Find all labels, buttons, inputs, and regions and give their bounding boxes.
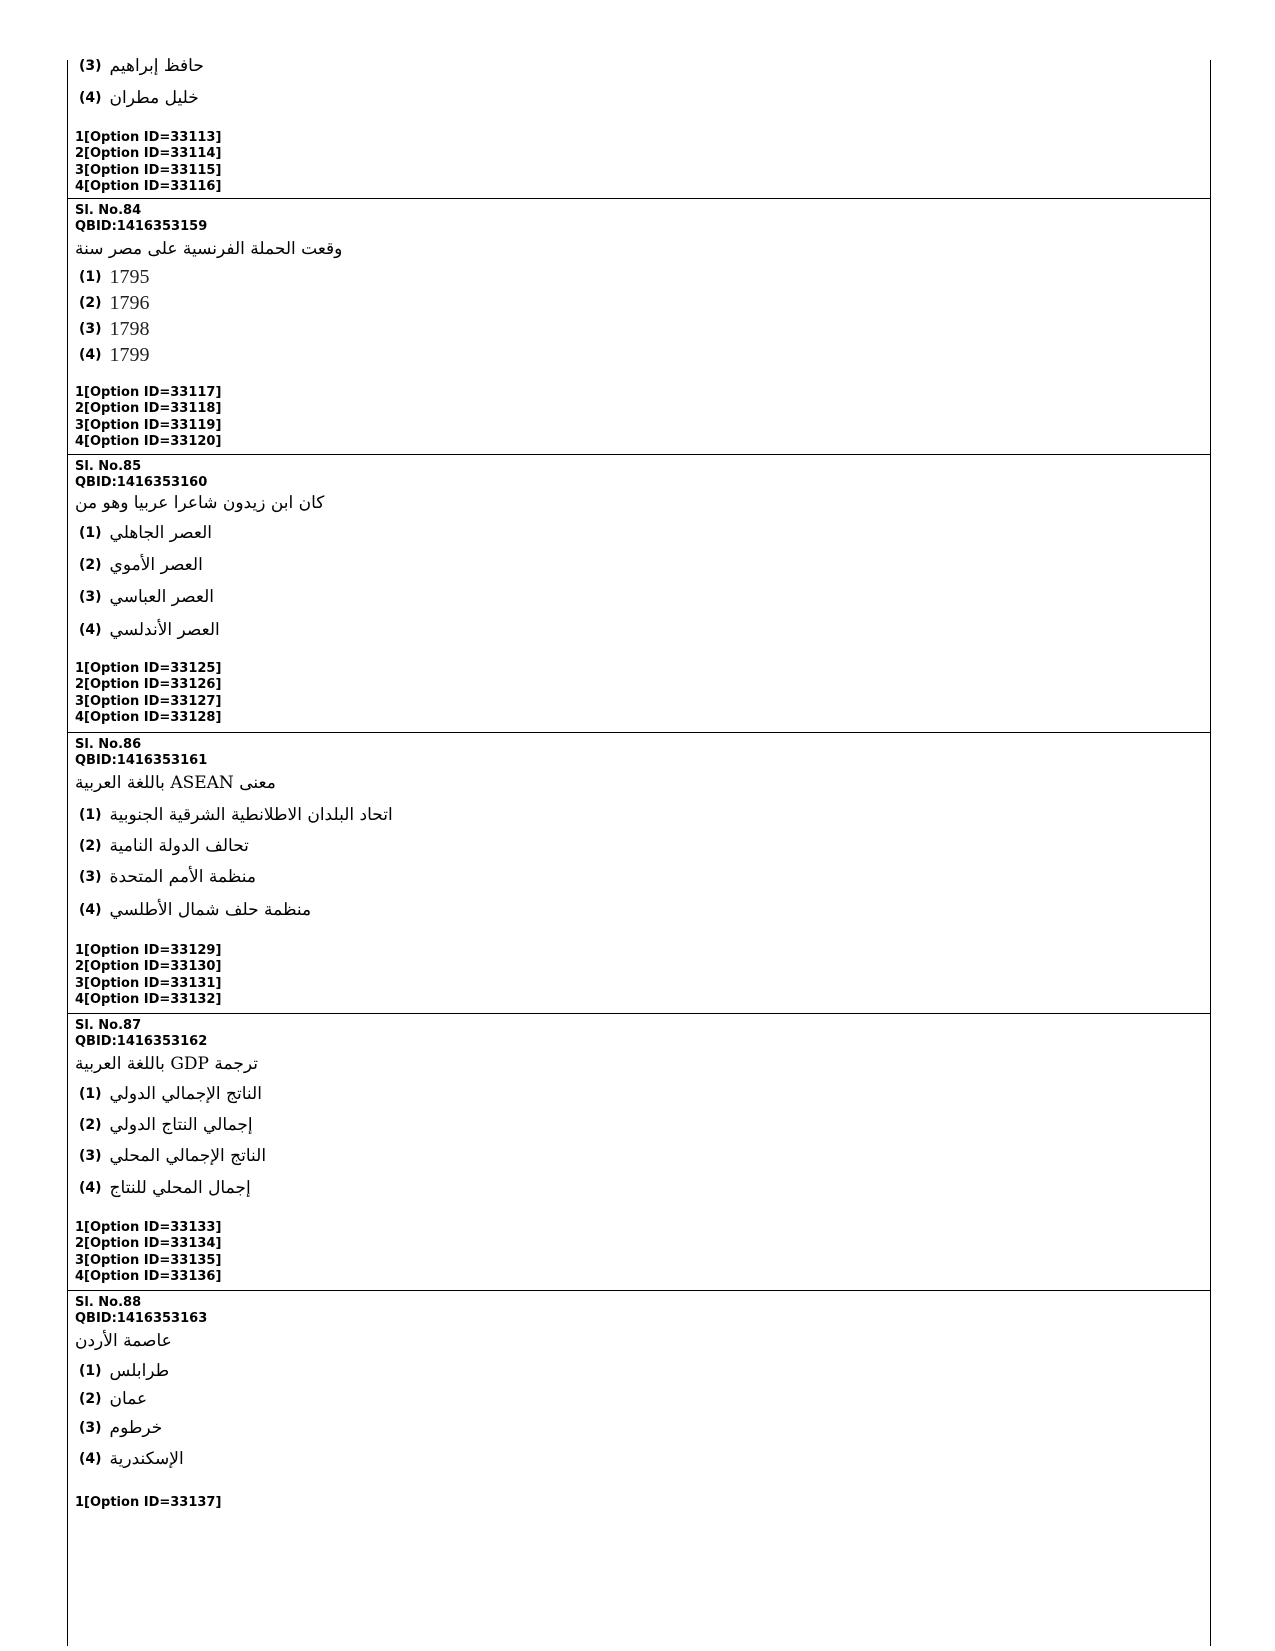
option-text: تحالف الدولة النامية: [109, 836, 249, 856]
option-number: (3): [79, 321, 102, 337]
option-row: [75, 343, 150, 367]
option-text: العصر الأندلسي: [109, 620, 220, 640]
row-divider: [68, 454, 1210, 455]
option-text: إجمال المحلي للنتاج: [109, 1178, 251, 1198]
option-text: طرابلس: [109, 1361, 170, 1381]
option-id: 1[Option ID=33129]: [75, 943, 222, 958]
option-number: (1): [79, 269, 102, 285]
question-text: ترجمة GDP باللغة العربية: [75, 1054, 258, 1074]
option-number: (4): [79, 622, 102, 638]
option-row: [75, 618, 220, 642]
option-number: (2): [79, 1117, 102, 1133]
question-text: معنى ASEAN باللغة العربية: [75, 773, 276, 793]
option-number: (1): [79, 525, 102, 541]
option-number: (3): [79, 58, 102, 74]
option-row: [75, 1144, 266, 1168]
option-text: 1799: [109, 343, 150, 366]
option-id: 3[Option ID=33135]: [75, 1252, 222, 1268]
option-number: (2): [79, 838, 102, 854]
row-divider: [68, 1290, 1210, 1291]
option-number: (2): [79, 295, 102, 311]
option-row: [75, 1113, 253, 1137]
option-id: 3[Option ID=33119]: [75, 417, 222, 433]
option-number: (4): [79, 347, 102, 363]
option-id: 1[Option ID=33113]: [75, 130, 222, 145]
option-row: [75, 86, 199, 110]
option-id: 4[Option ID=33136]: [75, 1269, 222, 1285]
question-block-continued: [68, 56, 1210, 198]
option-id: 2[Option ID=33134]: [75, 1236, 222, 1252]
question-id: QBID:1416353162: [75, 1034, 208, 1049]
question-id: QBID:1416353163: [75, 1311, 208, 1326]
option-text: اتحاد البلدان الاطلانطية الشرقية الجنوبية: [109, 805, 393, 825]
option-text: إجمالي النتاج الدولي: [109, 1115, 253, 1135]
question-id: QBID:1416353160: [75, 475, 208, 490]
option-text: منظمة الأمم المتحدة: [109, 867, 256, 887]
question-table: [67, 56, 1211, 1646]
option-text: خرطوم: [109, 1418, 163, 1438]
question-id: QBID:1416353159: [75, 219, 208, 234]
option-id-list: [75, 661, 221, 727]
option-row: [75, 291, 150, 315]
option-text: 1795: [109, 265, 150, 288]
question-text: كان ابن زيدون شاعرا عربيا وهو من: [75, 493, 325, 513]
option-id-list: [75, 1220, 221, 1286]
option-text: 1798: [109, 317, 150, 340]
option-id: 3[Option ID=33127]: [75, 693, 222, 709]
option-number: (1): [79, 1363, 102, 1379]
option-id: 1[Option ID=33125]: [75, 661, 222, 676]
option-id: 2[Option ID=33130]: [75, 959, 222, 975]
serial-number: Sl. No.86: [75, 737, 142, 752]
option-text: العصر الأموي: [109, 555, 203, 575]
option-row: [75, 1387, 147, 1411]
option-id: 4[Option ID=33132]: [75, 992, 222, 1008]
option-row: [75, 803, 393, 827]
option-id: 4[Option ID=33128]: [75, 710, 222, 726]
option-row: [75, 865, 256, 889]
option-number: (4): [79, 902, 102, 918]
option-row: [75, 1447, 184, 1471]
question-id: QBID:1416353161: [75, 753, 208, 768]
option-id-list: [75, 130, 221, 196]
serial-number: Sl. No.87: [75, 1018, 142, 1033]
option-text: العصر الجاهلي: [109, 523, 212, 543]
option-row: [75, 265, 150, 289]
serial-number: Sl. No.88: [75, 1295, 142, 1310]
option-text: 1796: [109, 291, 150, 314]
question-text: وقعت الحملة الفرنسية على مصر سنة: [75, 239, 343, 259]
option-id: 1[Option ID=33117]: [75, 385, 222, 400]
option-text: العصر العباسي: [109, 587, 215, 607]
option-text: الناتج الإجمالي المحلي: [109, 1146, 267, 1166]
option-id: 3[Option ID=33131]: [75, 975, 222, 991]
option-number: (2): [79, 1391, 102, 1407]
option-text: خليل مطران: [109, 88, 199, 108]
option-id: 4[Option ID=33116]: [75, 179, 222, 195]
option-text: الناتج الإجمالي الدولي: [109, 1084, 262, 1104]
option-id-list: [75, 1495, 221, 1511]
row-divider: [68, 198, 1210, 199]
option-row: [75, 898, 311, 922]
question-text: عاصمة الأردن: [75, 1331, 172, 1351]
option-row: [75, 1359, 169, 1383]
option-id: 4[Option ID=33120]: [75, 434, 222, 450]
row-divider: [68, 1013, 1210, 1014]
option-number: (1): [79, 807, 102, 823]
option-row: [75, 1416, 162, 1440]
option-id: 3[Option ID=33115]: [75, 162, 222, 178]
option-id-list: [75, 943, 221, 1009]
option-number: (3): [79, 1420, 102, 1436]
option-row: [75, 54, 204, 78]
option-number: (3): [79, 589, 102, 605]
option-number: (4): [79, 90, 102, 106]
row-divider: [68, 732, 1210, 733]
option-row: [75, 834, 249, 858]
option-row: [75, 585, 214, 609]
option-text: منظمة حلف شمال الأطلسي: [109, 900, 312, 920]
option-id: 2[Option ID=33114]: [75, 146, 222, 162]
option-number: (3): [79, 1148, 102, 1164]
option-text: عمان: [109, 1389, 148, 1409]
option-number: (2): [79, 557, 102, 573]
option-number: (4): [79, 1451, 102, 1467]
option-number: (4): [79, 1180, 102, 1196]
option-text: الإسكندرية: [109, 1449, 184, 1469]
option-id: 1[Option ID=33133]: [75, 1220, 222, 1235]
option-row: [75, 553, 203, 577]
option-row: [75, 317, 150, 341]
option-row: [75, 1176, 251, 1200]
option-row: [75, 521, 212, 545]
serial-number: Sl. No.85: [75, 459, 142, 474]
option-text: حافظ إبراهيم: [109, 56, 204, 76]
option-id-list: [75, 385, 221, 451]
option-number: (3): [79, 869, 102, 885]
option-id: 2[Option ID=33118]: [75, 401, 222, 417]
option-id: 2[Option ID=33126]: [75, 677, 222, 693]
option-row: [75, 1082, 262, 1106]
option-id: 1[Option ID=33137]: [75, 1495, 222, 1510]
option-number: (1): [79, 1086, 102, 1102]
serial-number: Sl. No.84: [75, 203, 142, 218]
